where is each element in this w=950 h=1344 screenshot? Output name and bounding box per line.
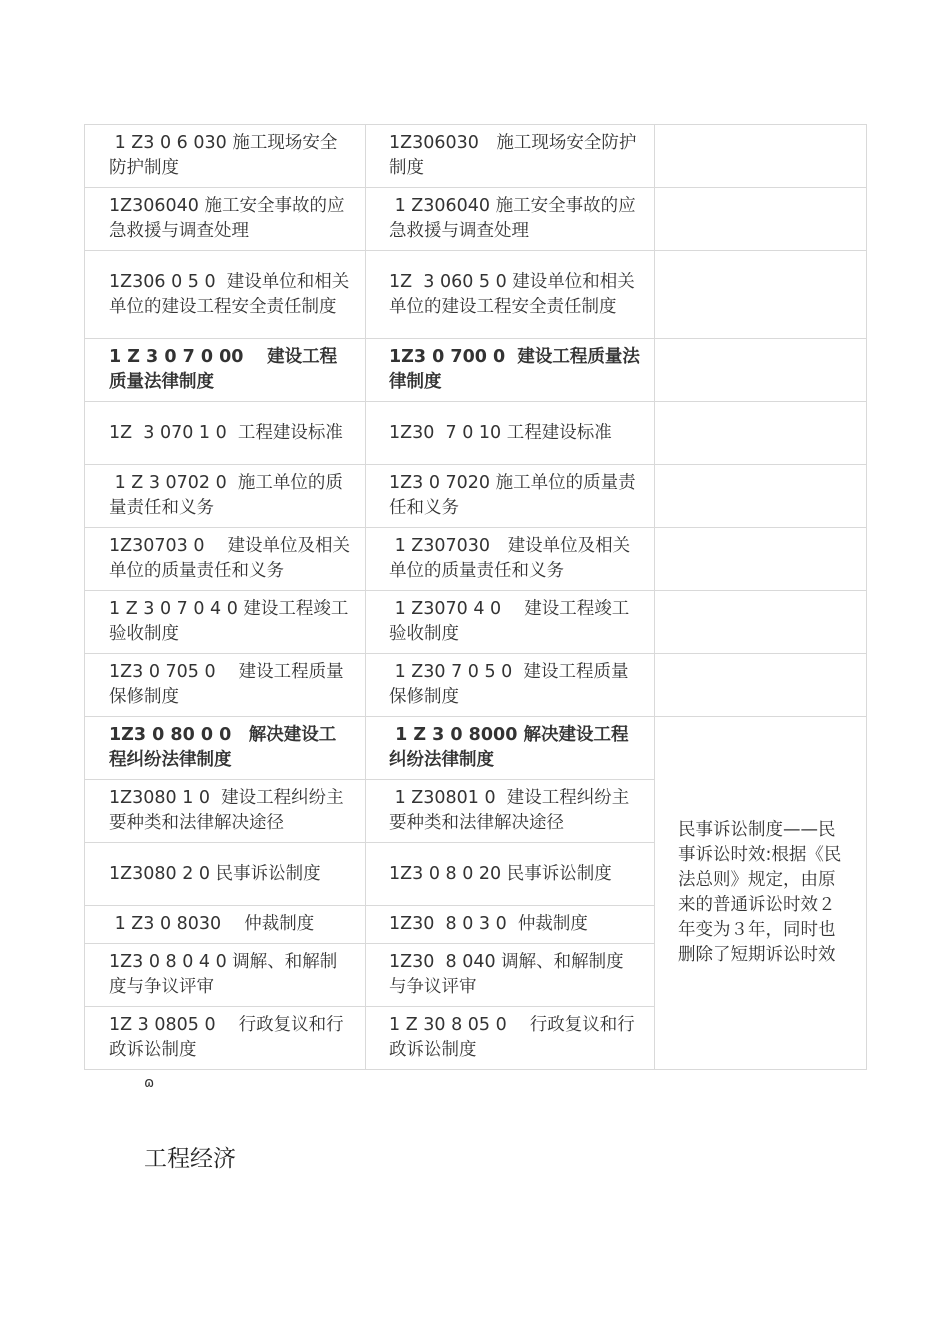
old-syllabus-cell: 1Z3080 1 0 建设工程纠纷主要种类和法律解决途径 [85, 780, 366, 843]
old-syllabus-cell: 1Z 3 0805 0 行政复议和行政诉讼制度 [85, 1007, 366, 1070]
old-syllabus-cell: 1Z306 0 5 0 建设单位和相关单位的建设工程安全责任制度 [85, 251, 366, 339]
table-row [85, 654, 867, 717]
new-syllabus-cell: 1 Z 30 8 05 0 行政复议和行政诉讼制度 [366, 1007, 655, 1070]
table-row [85, 528, 867, 591]
table-body [85, 125, 867, 1070]
new-syllabus-cell: 1 Z306040 施工安全事故的应急救援与调查处理 [366, 188, 655, 251]
table-row [85, 717, 867, 780]
old-syllabus-cell: 1 Z 3 0 7 0 4 0 建设工程竣工验收制度 [85, 591, 366, 654]
old-syllabus-cell: 1Z3 0 705 0 建设工程质量保修制度 [85, 654, 366, 717]
table-row [85, 339, 867, 402]
new-syllabus-cell: 1Z3 0 700 0 建设工程质量法律制度 [366, 339, 655, 402]
change-note-cell [655, 465, 867, 528]
table-row [85, 402, 867, 465]
new-syllabus-cell: 1 Z3070 4 0 建设工程竣工验收制度 [366, 591, 655, 654]
new-syllabus-cell: 1Z306030 施工现场安全防护制度 [366, 125, 655, 188]
new-syllabus-cell: 1Z30 7 0 10 工程建设标准 [366, 402, 655, 465]
old-syllabus-cell: 1Z306040 施工安全事故的应急救援与调查处理 [85, 188, 366, 251]
old-syllabus-cell: 1 Z3 0 8030 仲裁制度 [85, 906, 366, 944]
section-title: 工程经济 [144, 1146, 236, 1172]
change-note-cell [655, 591, 867, 654]
change-note-cell [655, 528, 867, 591]
table-row [85, 465, 867, 528]
old-syllabus-cell: 1Z30703 0 建设单位及相关单位的质量责任和义务 [85, 528, 366, 591]
new-syllabus-cell: 1 Z30801 0 建设工程纠纷主要种类和法律解决途径 [366, 780, 655, 843]
syllabus-comparison-table [84, 124, 867, 1070]
change-note-cell [655, 251, 867, 339]
old-syllabus-cell: 1Z3 0 8 0 4 0 调解、和解制度与争议评审 [85, 944, 366, 1007]
new-syllabus-cell: 1Z30 8 0 3 0 仲裁制度 [366, 906, 655, 944]
old-syllabus-cell: 1 Z 3 0 7 0 00 建设工程质量法律制度 [85, 339, 366, 402]
table-row [85, 591, 867, 654]
table-row [85, 188, 867, 251]
change-note-cell: 民事诉讼制度——民事诉讼时效:根据《民法总则》规定，由原来的普通诉讼时效２年变为３年，同时也删除了短期诉讼时效 [655, 717, 867, 1070]
new-syllabus-cell: 1 Z30 7 0 5 0 建设工程质量保修制度 [366, 654, 655, 717]
old-syllabus-cell: 1Z3080 2 0 民事诉讼制度 [85, 843, 366, 906]
new-syllabus-cell: 1Z3 0 8 0 20 民事诉讼制度 [366, 843, 655, 906]
new-syllabus-cell: 1 Z307030 建设单位及相关单位的质量责任和义务 [366, 528, 655, 591]
old-syllabus-cell: 1 Z 3 0702 0 施工单位的质量责任和义务 [85, 465, 366, 528]
table-row [85, 125, 867, 188]
old-syllabus-cell: 1Z 3 070 1 0 工程建设标准 [85, 402, 366, 465]
change-note-cell [655, 402, 867, 465]
new-syllabus-cell: 1Z3 0 7020 施工单位的质量责任和义务 [366, 465, 655, 528]
new-syllabus-cell: 1Z30 8 040 调解、和解制度与争议评审 [366, 944, 655, 1007]
old-syllabus-cell: 1 Z3 0 6 030 施工现场安全防护制度 [85, 125, 366, 188]
table-row [85, 251, 867, 339]
change-note-cell [655, 654, 867, 717]
change-note-cell [655, 125, 867, 188]
new-syllabus-cell: 1Z 3 060 5 0 建设单位和相关单位的建设工程安全责任制度 [366, 251, 655, 339]
paragraph-mark: ɷ [144, 1075, 155, 1091]
change-note-cell [655, 188, 867, 251]
old-syllabus-cell: 1Z3 0 80 0 0 解决建设工程纠纷法律制度 [85, 717, 366, 780]
new-syllabus-cell: 1 Z 3 0 8000 解决建设工程纠纷法律制度 [366, 717, 655, 780]
change-note-cell [655, 339, 867, 402]
